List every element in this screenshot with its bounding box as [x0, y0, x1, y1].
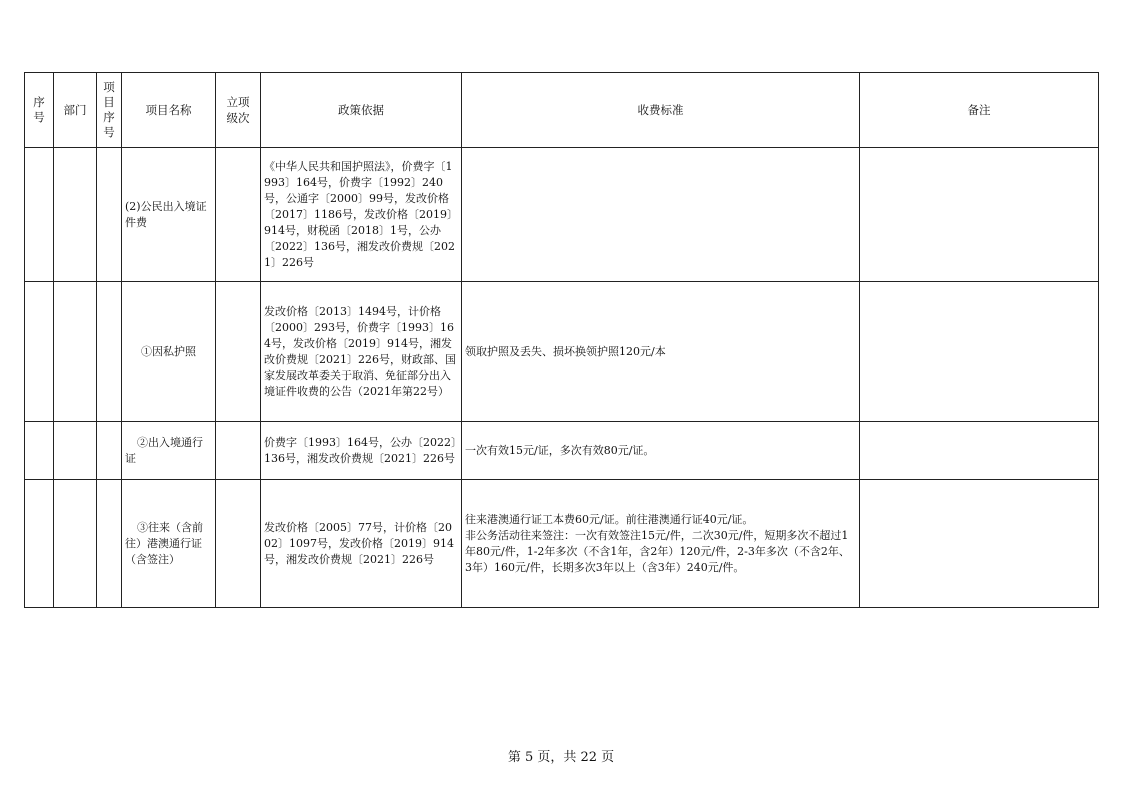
cell-remark	[860, 480, 1099, 608]
cell-remark	[860, 148, 1099, 282]
cell-level	[216, 282, 261, 422]
cell-dept	[54, 282, 97, 422]
header-level: 立项级次	[216, 73, 261, 148]
cell-item-name: ②出入境通行证	[122, 422, 216, 480]
cell-item-seq	[97, 480, 122, 608]
table-row	[25, 480, 1099, 608]
cell-item-seq	[97, 148, 122, 282]
table-row	[25, 422, 1099, 480]
cell-item-name: ③往来（含前往）港澳通行证（含签注）	[122, 480, 216, 608]
cell-policy: 《中华人民共和国护照法》，价费字〔1993〕164号，价费字〔1992〕240号，公通字〔2000〕99号，发改价格〔2017〕1186号，发改价格〔2019〕914号，财税函〔2018〕1号，公办〔2022〕136号，湘发改价费规〔2021〕226号	[261, 148, 462, 282]
cell-item-seq	[97, 422, 122, 480]
cell-dept	[54, 148, 97, 282]
table-row	[25, 282, 1099, 422]
cell-seq	[25, 480, 54, 608]
cell-policy: 价费字〔1993〕164号，公办〔2022〕136号，湘发改价费规〔2021〕226号	[261, 422, 462, 480]
header-remark: 备注	[860, 73, 1099, 148]
header-item-name: 项目名称	[122, 73, 216, 148]
page-number: 第 5 页，共 22 页	[507, 750, 615, 765]
cell-item-seq	[97, 282, 122, 422]
cell-policy: 发改价格〔2013〕1494号，计价格〔2000〕293号，价费字〔1993〕164号，发改价格〔2019〕914号，湘发改价费规〔2021〕226号，财政部、国家发展改革委关于取消、免征部分出入境证件收费的公告（2021年第22号）	[261, 282, 462, 422]
cell-standard: 一次有效15元/证，多次有效80元/证。	[462, 422, 860, 480]
cell-dept	[54, 480, 97, 608]
cell-standard	[462, 148, 860, 282]
table-header-row	[25, 73, 1099, 148]
cell-level	[216, 148, 261, 282]
cell-policy: 发改价格〔2005〕77号，计价格〔2002〕1097号，发改价格〔2019〕914号，湘发改价费规〔2021〕226号	[261, 480, 462, 608]
cell-standard: 领取护照及丢失、损坏换领护照120元/本	[462, 282, 860, 422]
cell-remark	[860, 282, 1099, 422]
cell-level	[216, 480, 261, 608]
cell-remark	[860, 422, 1099, 480]
header-seq: 序号	[25, 73, 54, 148]
header-item-seq: 项目序号	[97, 73, 122, 148]
cell-standard	[462, 480, 860, 608]
cell-item-name: (2)公民出入境证件费	[122, 148, 216, 282]
header-policy: 政策依据	[261, 73, 462, 148]
cell-dept	[54, 422, 97, 480]
fee-table	[24, 72, 1099, 608]
cell-level	[216, 422, 261, 480]
header-dept: 部门	[54, 73, 97, 148]
header-standard: 收费标准	[462, 73, 860, 148]
cell-seq	[25, 422, 54, 480]
cell-seq	[25, 282, 54, 422]
standard-line: 往来港澳通行证工本费60元/证。前往港澳通行证40元/证。	[465, 512, 754, 526]
table-row	[25, 148, 1099, 282]
standard-line: 非公务活动往来签注：一次有效签注15元/件，二次30元/件，短期多次不超过1年80元/件，1-2年多次（不含1年，含2年）120元/件，2-3年多次（不含2年、3年）160元/件，长期多次3年以上（含3年）240元/件。	[465, 528, 850, 574]
cell-item-name: ①因私护照	[122, 282, 216, 422]
cell-seq	[25, 148, 54, 282]
